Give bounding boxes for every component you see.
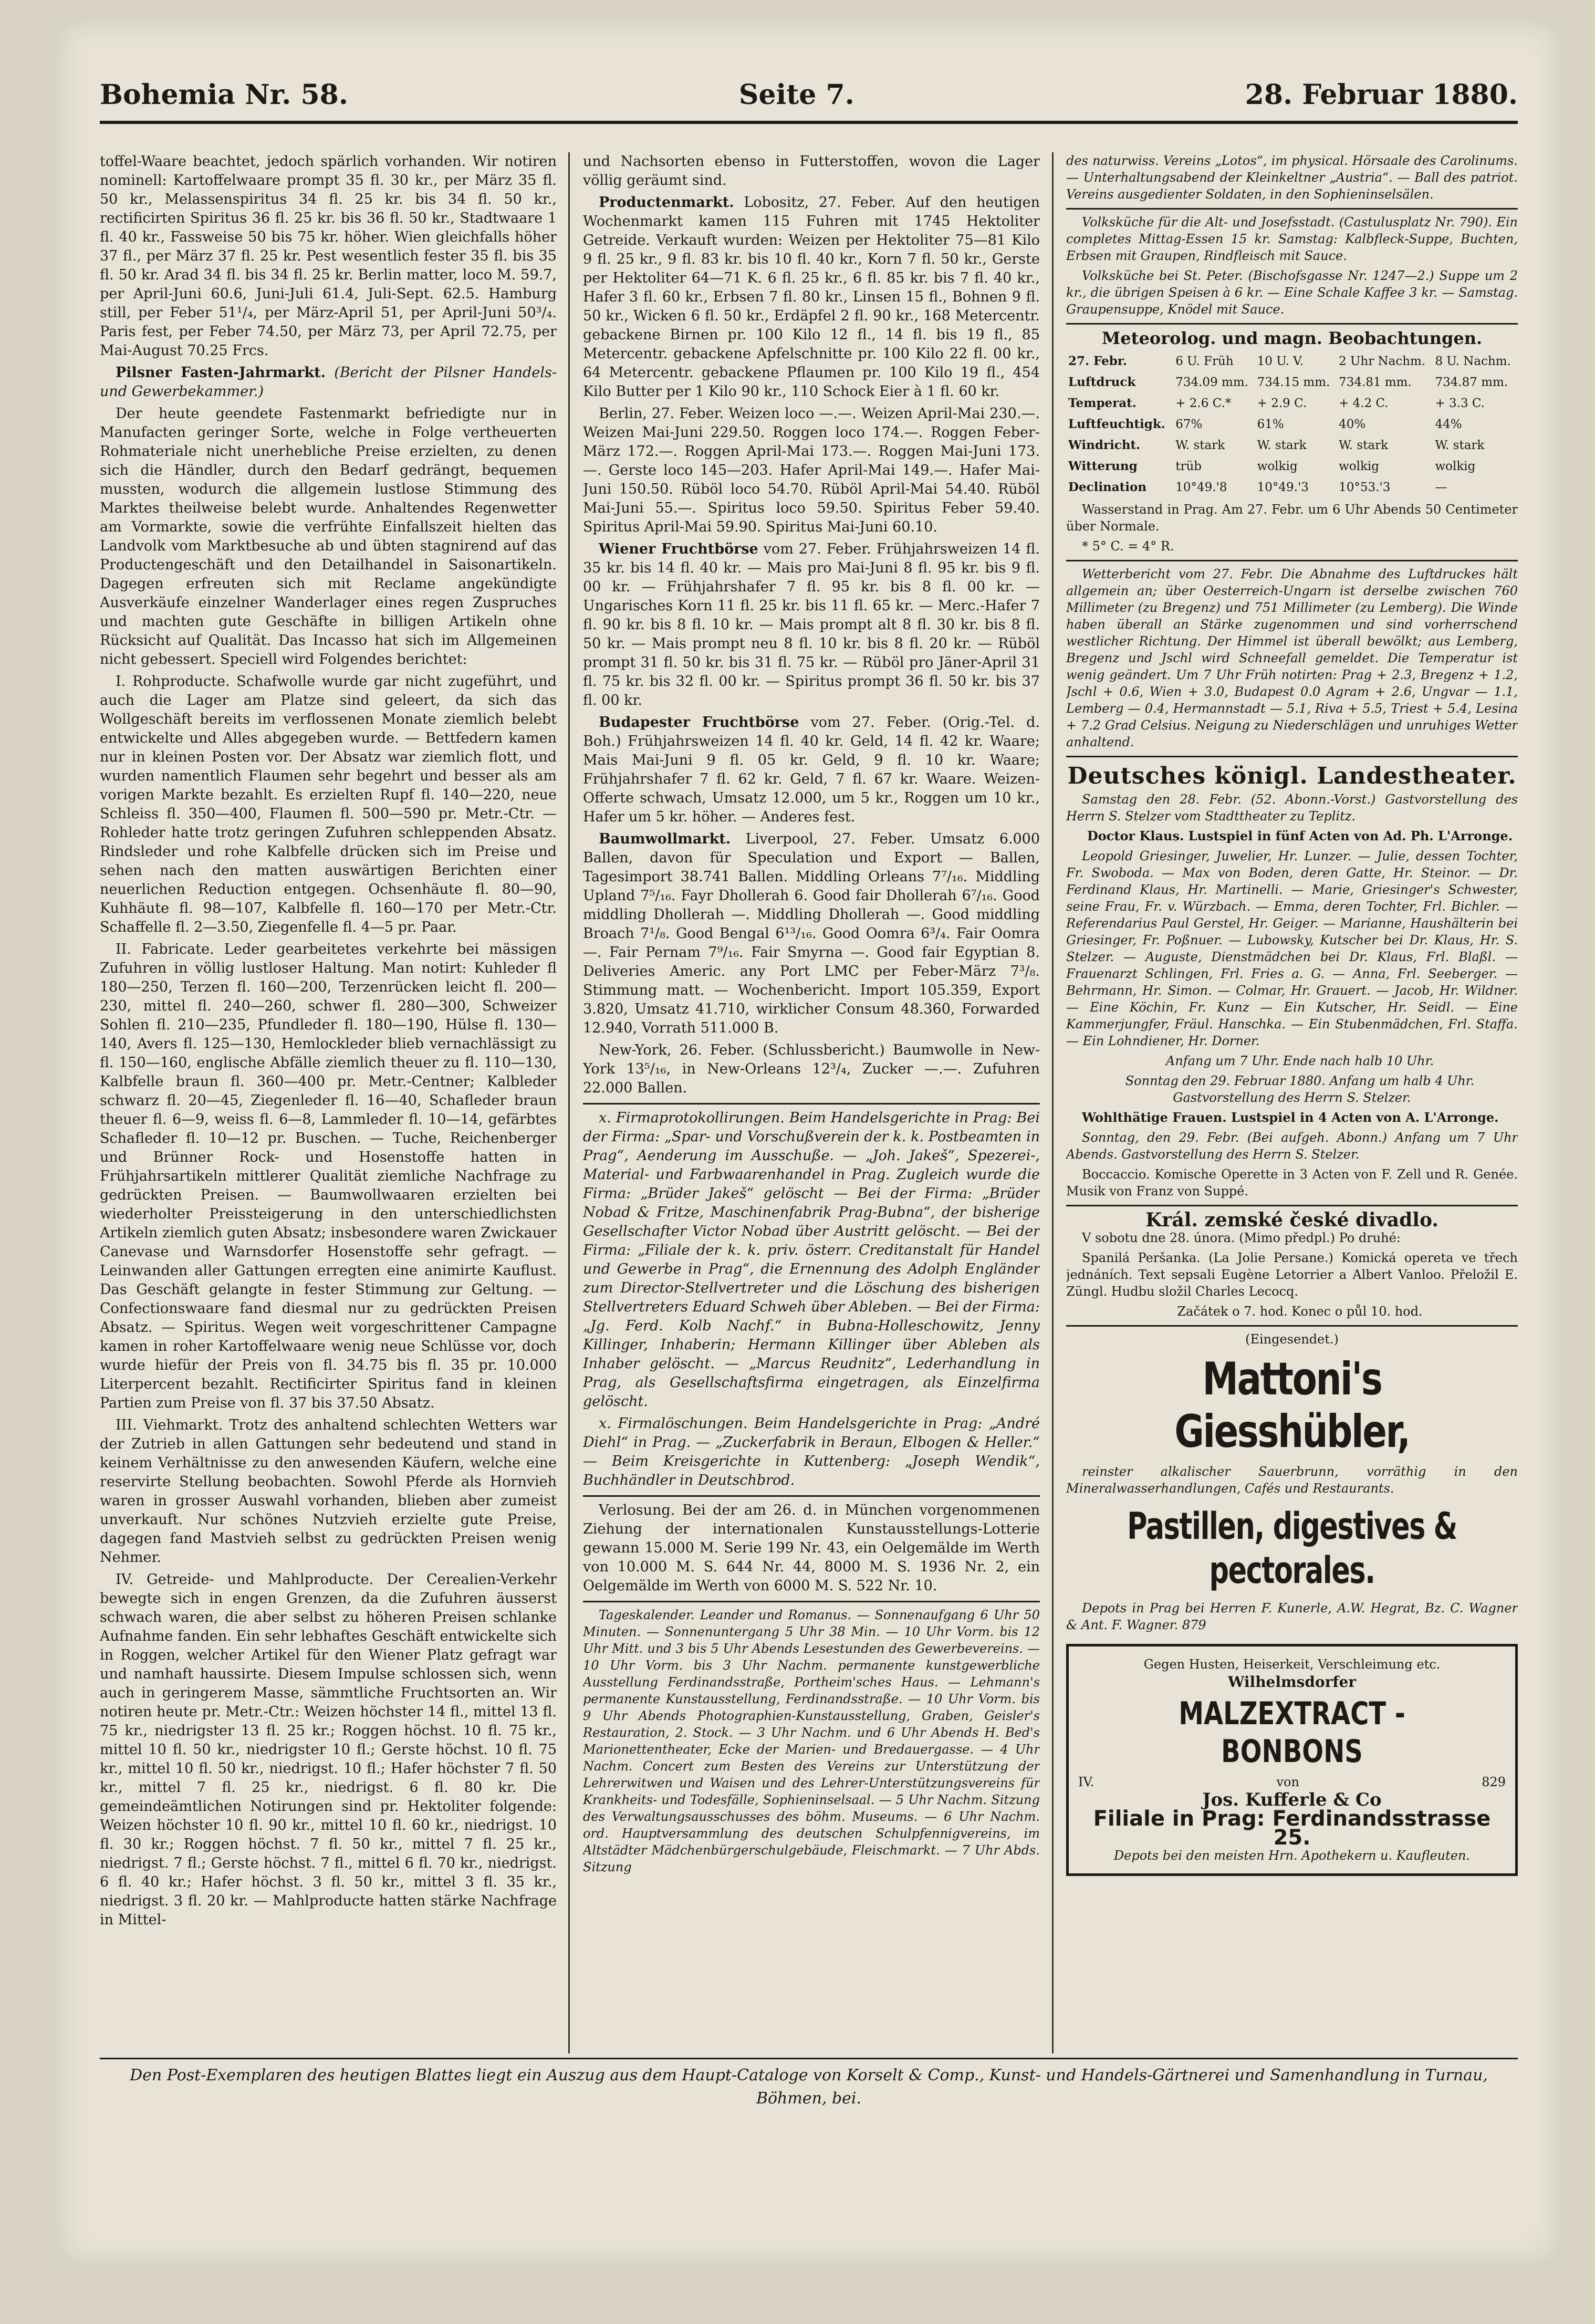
theatre-sat-cast: Leopold Griesinger, Juwelier, Hr. Lunzer. — Julie, dessen Tochter, Fr. Swoboda. — Max von Boden, deren Gatte, Hr. Steinor. — Dr. Ferdinand Klaus, Hr. Martinelli. — Marie, Griesinger's Schwester, seine Frau, Fr. v. Würzbach. — Emma, deren Tochter, Frl. Bichler. — Referendarius Paul Gerstel, Hr. Geiger. — Marianne, Haushälterin bei Griesinger, Fr. Poßnuer. — Lubowsky, Kutscher bei Dr. Klaus, Hr. S. Stelzer. — Auguste, Dienstmädchen bei Dr. Klaus, Frl. Blaßl. — Frauenarzt Schlingen, Frl. Fries a. G. — Anna, Frl. Seeberger. — Behrmann, Hr. Simon. — Colmar, Hr. Grauert. — Jacob, Hr. Wildner. — Eine Köchin, Fr. Kunz — Ein Kutscher, Hr. Seidl. — Eine Kammerjungfer, Fräul. Hanschka. — Ein Stubenmädchen, Frl. Staffa. — Ein Lohndiener, Hr. Dorner. bbox=[1066, 849, 1518, 1048]
pilsen-market-intro: Der heute geendete Fastenmarkt befriedigte nur in Manufacten geringer Sorte, welche in Folge vertheuerten Rohmateriale nicht unerhebliche Preise erzielten, zu denen sich die Händler, durch den Bedarf gedrängt, bequemen mussten, wodurch die allgemein lustlose Stimmung des Marktes theilweise belebt wurde. Anhaltendes Regenwetter am Vormarkte, sowie die verfrühte Einfallszeit hielten das Landvolk vom Marktbesuche ab und übten stagnirend auf das Productengeschäft und den Detailhandel in Saisonartikeln. Dagegen erfreuten sich mit Reclame angekündigte Ausverkäufe einzelner Wanderlager eines regen Zuspruches und machten gute Geschäfte in billigen Artikeln ohne Rücksicht auf Qualität. Das Incasso hat sich im Allgemeinen nicht gebessert. Speciell wird Folgendes berichtet: bbox=[100, 405, 557, 668]
meteorology-row-label: Luftfeuchtigk. bbox=[1068, 417, 1165, 431]
soup-kitchens-block bbox=[1066, 208, 1518, 318]
vienna-exchange-report: Wiener Fruchtbörse vom 27. Feber. Frühjahrsweizen 14 fl. 35 kr. bis 14 fl. 40 kr. — Mais pro Mai-Juni 8 fl. 95 kr. bis 9 fl. 00 kr. — Frühjahrshafer 7 fl. 95 kr. bis 8 fl. 00 kr. — Ungarisches Korn 11 fl. 25 kr. bis 11 fl. 65 kr. — Merc.-Hafer 7 fl. 90 kr. bis 8 fl. 10 kr. — Mais prompt alt 8 fl. 30 kr. bis 8 fl. 50 kr. — Mais prompt neu 8 fl. 10 kr. bis 8 fl. 20 kr. — Rüböl prompt 31 fl. 50 kr. bis 31 fl. 75 kr. — Rüböl pro Jäner-April 31 fl. 75 kr. bis 32 fl. 00 kr. — Spiritus prompt 36 fl. 50 kr. bis 37 fl. 00 kr. bbox=[583, 541, 1040, 708]
ad-cough-line: Gegen Husten, Heiserkeit, Verschleimung etc. bbox=[1143, 1657, 1441, 1672]
weather-report: Wetterbericht vom 27. Febr. Die Abnahme des Luftdruckes hält allgemein an; über Oesterreich-Ungarn ist derselbe zwischen 760 Millimeter (zu Bregenz) und 751 Millimeter (zu Lemberg). Die Winde haben überall an Stärke zugenommen und sind vorherrschend westlicher Richtung. Der Himmel ist überall bewölkt; aus Lemberg, Bregenz und Jschl wird Schneefall gemeldet. Die Temperatur ist wenig geändert. Um 7 Uhr Früh notirten: Prag + 2.3, Bregenz + 1.2, Jschl + 0.6, Wien + 3.0, Budapest 0.0 Agram + 2.6, Ungvar — 1.1, Lemberg — 0.4, Hermannstadt — 5.1, Riva + 5.5, Triest + 5.4, Lesina + 7.2 Grad Celsius. Neigung zu Niederschlägen und unruhiges Wetter anhaltend. bbox=[1066, 567, 1518, 749]
meteorology-cell: wolkig bbox=[1339, 460, 1379, 473]
newyork-report: New-York, 26. Feber. (Schlussbericht.) Baumwolle in New-York 13⁵/₁₆, in New-Orleans 12³/₄, Zucker —.—. Zufuhren 22.000 Ballen. bbox=[583, 1042, 1040, 1096]
lobositz-report: Productenmarkt. Lobositz, 27. Feber. Auf den heutigen Wochenmarkt kamen 115 Fuhren mit 1745 Hektoliter Getreide. Verkauft wurden: Weizen per Hektoliter 75—81 Kilo 9 fl. 25 kr., 9 fl. 83 kr. bis 10 fl. 40 kr., Korn 7 fl. 50 kr., Gerste per Hektoliter 64—71 K. 6 fl. 25 kr., 6 fl. 85 kr. bis 7 fl. 40 kr., Hafer 3 fl. 60 kr., Erbsen 7 fl. 80 kr., Linsen 15 fl., Bohnen 9 fl. 50 kr., Wicken 6 fl. 50 kr., Erdäpfel 2 fl. 90 kr., 168 Metercentr. gebackene Birnen pr. 100 Kilo 12 fl., 14 fl. bis 19 fl., 85 Metercentr. gebackene Apfelschnitte pr. 100 Kilo 22 fl. 00 kr., 64 Metercentr. gebackene Pflaumen pr. 100 Kilo 19 fl., 454 Kilo Butter per 1 Kilo 90 kr., 110 Schock Eier à 1 fl. 60 kr. bbox=[583, 194, 1040, 400]
firm-registrations-block bbox=[583, 1103, 1040, 1490]
theatre-sun-matinee: Sonntag den 29. Februar 1880. Anfang um halb 4 Uhr. Gastvorstellung des Herrn S. Stelzer. bbox=[1125, 1074, 1475, 1105]
theatre-title: Deutsches königl. Landestheater. bbox=[1067, 763, 1517, 789]
meteorology-cell: 10°53.'3 bbox=[1339, 481, 1391, 494]
firm-deletions: x. Firmalöschungen. Beim Handelsgerichte in Prag: „André Diehl“ in Prag. — „Zuckerfabrik in Beraun, Elbogen & Heller.“ — Beim Kreisgerichte in Kuttenberg: „Joseph Wendik“, Buchhändler in Deutschbrod. bbox=[583, 1415, 1040, 1488]
spiritus-report: toffel-Waare beachtet, jedoch spärlich vorhanden. Wir notiren nominell: Kartoffelwaare prompt 35 fl. 30 kr., per März 35 fl. 50 kr., Melassenspiritus 34 fl. 25 kr. bis 34 fl. 50 kr., rectificirten Spiritus 36 fl. 25 kr. bis 36 fl. 50 kr., Stadtwaare 1 fl. 40 kr., Fassweise 50 bis 75 kr. höher. Wien gleichfalls höher 37 fl., per März 37 fl. 25 kr. Pest wesentlich fester 35 fl. bis 35 fl. 50 kr. Arad 34 fl. bis 34 fl. 25 kr. Berlin matter, loco M. 59.7, per April-Juni 60.6, Juni-Juli 61.4, Juli-Sept. 62.5. Hamburg still, per Feber 51¹/₄, per März-April 51, per April-Juni 50³/₄. Paris fest, per Feber 74.50, per März 73, per April 72.75, per Mai-August 70.25 Frcs. bbox=[100, 153, 557, 359]
czech-theatre-title: Král. zemské české divadlo. bbox=[1145, 1209, 1438, 1231]
meteorology-cell: 8 U. Nachm. bbox=[1435, 355, 1511, 368]
supplement-notice: Den Post-Exemplaren des heutigen Blattes liegt ein Auszug aus dem Haupt-Cataloge von Korselt & Comp., Kunst- und Handels-Gärtnerei und Samenhandlung in Turnau, Böhmen, bei. bbox=[130, 2066, 1488, 2108]
grain-section: IV. Getreide- und Mahlproducte. Der Cerealien-Verkehr bewegte sich in engen Grenzen, da die Zufuhren äusserst schwach waren, die aber selbst zu höheren Preisen schlanke Aufnahme fanden. Ein sehr lebhaftes Geschäft entwickelte sich in Roggen, welcher Artikel für den Wiener Platz gefragt war und namhaft haussirte. Diesem Impulse schlossen sich, wenn auch in geringerem Masse, sämmtliche Fruchtsorten an. Wir notiren heute pr. Metr.-Ctr.: Weizen höchster 14 fl., mittel 13 fl. 75 kr., niedrigster 13 fl. 25 kr.; Roggen höchst. 10 fl. 75 kr., mittel 10 fl. 50 kr., niedrigster 10 fl.; Gerste höchst. 10 fl. 75 kr., mittel 10 fl. 50 kr., niedrigst. 10 fl.; Hafer höchster 7 fl. 50 kr., mittel 7 fl. 25 kr., niedrigst. 6 fl. 80 kr. Die gemeindeämtlichen Notirungen sind pr. Hektoliter folgende: Weizen höchster 10 fl. 90 kr., mittel 10 fl. 60 kr., niedrigst. 10 fl. 30 kr.; Roggen höchst. 7 fl. 50 kr., mittel 7 fl. 25 kr., niedrigst. 7 fl.; Gerste höchst. 7 fl., mittel 6 fl. 70 kr., niedrigst. 6 fl. 40 kr.; Hafer höchst. 3 fl. 50 kr., mittel 3 fl. 35 kr., niedrigst. 3 fl. 20 kr. — Mahlproducte hatten stärke Nachfrage in Mittel- bbox=[100, 1571, 557, 1928]
meteorology-row bbox=[1066, 414, 1518, 435]
meteorology-cell: W. stark bbox=[1257, 439, 1307, 452]
firm-registrations: x. Firmaprotokollirungen. Beim Handelsgerichte in Prag: Bei der Firma: „Spar- und Vorschußverein der k. k. Postbeamten in Prag“, Aenderung im Ausschuße. — „Joh. Jakeš“, Spezerei-, Material- und Farbwaarenhandel in Prag. Zugleich wurde die Firma: „Brüder Jakeš“ gelöscht — Bei der Firma: „Brüder Nobad & Fritze, Maschinenfabrik Prag-Bubna“, der bisherige Gesellschafter Victor Nobad über Austritt gelöscht. — Bei der Firma: „Filiale der k. k. priv. österr. Creditanstalt für Handel und Gewerbe in Prag“, die Ernennung des Adolph Engländer zum Director-Stellvertreter und die Löschung des bisherigen Stellvertreters Eduard Schweh über Ableben. — Bei der Firma: „Jg. Ferd. Kolb Nachf.“ in Bubna-Holleschowitz, Jenny Killinger, Inhaberin; Hermann Killinger über Ableben als Inhaber gelöscht. — „Marcus Reudnitz“, Lederhandlung in Prag, als Gesellschaftsfirma eingetragen, als Einzelfirma gelöscht. bbox=[583, 1110, 1040, 1410]
lottery-block bbox=[583, 1495, 1040, 1596]
meteorology-row bbox=[1066, 393, 1518, 414]
fodder-note: und Nachsorten ebenso in Futterstoffen, wovon die Lager völlig geräumt sind. bbox=[583, 153, 1040, 189]
meteorology-row-label: Declination bbox=[1068, 480, 1147, 494]
header-rule bbox=[100, 121, 1518, 124]
theatre-sat-times: Anfang um 7 Uhr. Ende nach halb 10 Uhr. bbox=[1165, 1054, 1434, 1068]
page-header bbox=[100, 74, 1518, 116]
raw-products-section: I. Rohproducte. Schafwolle wurde gar nicht zugeführt, und auch die Lager am Platze sind geleert, da sich das Wollgeschäft bereits im verflossenen Monate ziemlich belebt entwickelte und Alles abgegeben wurde. — Bettfedern kamen nur in kleinen Posten vor. Der Absatz war ziemlich flott, und wurden namentlich Flaumen sehr begehrt und besser als am vorigen Markte bezahlt. Es erzielten Rupf fl. 140—220, neue Schleiss fl. 350—400, Flaumen fl. 500—590 pr. Metr.-Ctr. — Rohleder hatte trotz geringen Zufuhren schleppenden Absatz. Rindsleder und rohe Kalbfelle drücken sich im Preise und sehen nach den matten auswärtigen Berichten einer neuerlichen Reduction entgegen. Ochsenhäute fl. 80—90, Kuhhäute fl. 98—107, Kalbfelle fl. 160—170 per Metr.-Ctr. Schaffelle fl. 2—3.50, Ziegenfelle fl. 4—5 pr. Paar. bbox=[100, 673, 557, 935]
meteorology-cell: + 4.2 C. bbox=[1339, 397, 1389, 410]
czech-theatre-times: Začátek o 7. hod. Konec o půl 10. hod. bbox=[1177, 1304, 1423, 1319]
mattoni-ad bbox=[1066, 1325, 1518, 1633]
meteorology-block bbox=[1066, 323, 1518, 555]
meteorology-row-label: Witterung bbox=[1068, 459, 1138, 473]
ad-von-line: IV. von 829 bbox=[1078, 1775, 1506, 1789]
czech-theatre-date: V sobotu dne 28. února. (Mimo předpl.) Po druhé: bbox=[1082, 1231, 1401, 1245]
czech-theatre-play: Spanilá Peršanka. (La Jolie Persane.) Komická opereta ve třech jednáních. Text sepsali Eugène Letorrier a Albert Vanloo. Přeložil E. Züngl. Hudbu složil Charles Lecocq. bbox=[1066, 1250, 1518, 1299]
meteorology-cell: 10°49.'3 bbox=[1257, 481, 1309, 494]
theatre-sun-operetta: Boccaccio. Komische Operette in 3 Acten von F. Zell und R. Genée. Musik von Franz von Suppé. bbox=[1066, 1167, 1518, 1199]
ad-submitted-label: (Eingesendet.) bbox=[1245, 1332, 1339, 1347]
ad-branch-address: Filiale in Prag: Ferdinandsstrasse 25. bbox=[1093, 1807, 1491, 1850]
issue-date: 28. Februar 1880. bbox=[1245, 78, 1518, 111]
czech-theatre-block bbox=[1066, 1205, 1518, 1320]
meteorology-cell: W. stark bbox=[1175, 439, 1225, 452]
lottery-draw: Verlosung. Bei der am 26. d. in München vorgenommenen Ziehung der internationalen Kunstausstellungs-Lotterie gewann 15.000 M. Serie 199 Nr. 43, ein Oelgemälde im Werth von 10.000 M. S. 644 Nr. 44, 8000 M. S. 1936 Nr. 2, ein Oelgemälde im Werth von 6000 M. S. 522 Nr. 10. bbox=[583, 1502, 1040, 1594]
newspaper-page bbox=[58, 21, 1560, 2264]
meteorology-row-label: 27. Febr. bbox=[1068, 354, 1127, 368]
meteorology-cell: 734.15 mm. bbox=[1257, 376, 1330, 389]
meteorology-cell: 2 Uhr Nachm. bbox=[1339, 355, 1426, 368]
meteorology-cell: 67% bbox=[1175, 418, 1203, 431]
temperature-conversion: * 5° C. = 4° R. bbox=[1082, 539, 1174, 554]
theatre-block bbox=[1066, 756, 1518, 1200]
meteorology-cell: + 2.9 C. bbox=[1257, 397, 1307, 410]
column-divider-1 bbox=[568, 152, 570, 2054]
meteorology-cell: 6 U. Früh bbox=[1175, 355, 1234, 368]
cotton-market-report: Baumwollmarkt. Liverpool, 27. Feber. Umsatz 6.000 Ballen, davon für Speculation und Export — Ballen, Tagesimport 38.741 Ballen. Middling Orleans 7⁷/₁₆. Middling Upland 7⁵/₁₆. Fayr Dhollerah 6. Good fair Dhollerah 6⁷/₁₆. Good middling Dhollerah —. Middling Dhollerah —. Good middling Broach 7¹/₈. Good Bengal 6¹³/₁₆. Good Oomra 6³/₄. Fair Oomra —. Fair Pernam 7⁹/₁₆. Fair Smyrna —. Good fair Egyptian 8. Deliveries Americ. any Port LMC per Feber-März 7³/₈. Stimmung matt. — Wochenbericht. Import 105.359, Export 3.820, Umsatz 41.710, wirklicher Consum 48.360, Forwarded 12.940, Vorrath 511.000 B. bbox=[583, 831, 1040, 1036]
meteorology-cell: 734.81 mm. bbox=[1339, 376, 1412, 389]
column-middle bbox=[583, 152, 1040, 2054]
ad-description: reinster alkalischer Sauerbrunn, vorräthig in den Mineralwasserhandlungen, Cafés und Restaurants. bbox=[1066, 1464, 1518, 1496]
soup-kitchen-old-town: Volksküche für die Alt- und Josefsstadt. (Castulusplatz Nr. 790). Ein completes Mittag-Essen 15 kr. Samstag: Kalbfleck-Suppe, Buchten, Erbsen mit Graupen, Rindfleisch mit Sauce. bbox=[1066, 215, 1518, 263]
soup-kitchen-st-peter: Volksküche bei St. Peter. (Bischofsgasse Nr. 1247—2.) Suppe um 2 kr., die übrigen Speisen à 6 kr. — Eine Schale Kaffee 3 kr. — Samstag. Graupensuppe, Knödel mit Sauce. bbox=[1066, 268, 1518, 317]
ad-company: Jos. Kufferle & Co bbox=[1202, 1789, 1382, 1810]
ad-depots: Depots in Prag bei Herren F. Kunerle, A.W. Hegrat, Bz. C. Wagner & Ant. F. Wagner. 879 bbox=[1066, 1601, 1518, 1632]
meteorology-cell: 734.87 mm. bbox=[1435, 376, 1508, 389]
footer-rule bbox=[100, 2058, 1518, 2059]
meteorology-row bbox=[1066, 372, 1518, 393]
berlin-report: Berlin, 27. Feber. Weizen loco —.—. Weizen April-Mai 230.—. Weizen Mai-Juni 229.50. Roggen loco 174.—. Roggen Feber-März 172.—. Roggen April-Mai 173.—. Roggen Mai-Juni 173.—. Gerste loco 145—203. Hafer April-Mai 149.—. Hafer Mai-Juni 150.50. Rüböl loco 54.70. Rüböl April-Mai 54.40. Rüböl Mai-Juni 55.—. Spiritus loco 59.50. Spiritus Feber 59.40. Spiritus April-Mai 59.90. Spiritus Mai-Juni 60.10. bbox=[583, 405, 1040, 535]
page-number: Seite 7. bbox=[738, 78, 854, 111]
calendar-continued: des naturwiss. Vereins „Lotos“, im physical. Hörsaale des Carolinums. — Unterhaltungsabend der Kleinkeltner „Austria“. — Ball des patriot. Vereins ausgedienter Soldaten, in den Sophieninselsälen. bbox=[1066, 153, 1518, 202]
theatre-sat-info: Samstag den 28. Febr. (52. Abonn.-Vorst.) Gastvorstellung des Herrn S. Stelzer vom Stadttheater zu Teplitz. bbox=[1066, 792, 1518, 824]
meteorology-title: Meteorolog. und magn. Beobachtungen. bbox=[1101, 328, 1483, 348]
ad-wilhelmsdorfer: Wilhelmsdorfer bbox=[1227, 1673, 1357, 1691]
theatre-sun-evening: Sonntag, den 29. Febr. (Bei aufgeh. Abonn.) Anfang um 7 Uhr Abends. Gastvorstellung des Herrn S. Stelzer. bbox=[1066, 1130, 1518, 1162]
masthead-issue: Bohemia Nr. 58. bbox=[100, 78, 348, 111]
column-right bbox=[1066, 152, 1518, 2054]
ad-brand-name: Mattoni's Giesshübler, bbox=[1174, 1353, 1410, 1458]
weather-report-block bbox=[1066, 560, 1518, 751]
malzextract-ad bbox=[1066, 1644, 1518, 1876]
theatre-sat-play: Doctor Klaus. Lustspiel in fünf Acten von Ad. Ph. L'Arronge. bbox=[1087, 828, 1513, 843]
meteorology-row bbox=[1066, 351, 1518, 372]
meteorology-row-label: Windricht. bbox=[1068, 438, 1141, 452]
meteorology-cell: 40% bbox=[1339, 418, 1366, 431]
budapest-exchange-report: Budapester Fruchtbörse vom 27. Feber. (Orig.-Tel. d. Boh.) Frühjahrsweizen 14 fl. 40 kr. Geld, 14 fl. 42 kr. Waare; Mais Mai-Juni 9 fl. 05 kr. Geld, 9 fl. 10 kr. Waare; Frühjahrshafer 7 fl. 62 kr. Geld, 7 fl. 67 kr. Waare. Weizen-Offerte schwach, Umsatz 12.000, um 5 kr., Roggen um 10 kr., Hafer um 5 kr. höher. — Anderes fest. bbox=[583, 714, 1040, 825]
meteorology-cell: trüb bbox=[1175, 460, 1202, 473]
ad-depots-note: Depots bei den meisten Hrn. Apothekern u. Kaufleuten. bbox=[1113, 1848, 1471, 1863]
meteorology-row bbox=[1066, 477, 1518, 498]
daily-calendar-block bbox=[583, 1601, 1040, 1875]
meteorology-row-label: Luftdruck bbox=[1068, 375, 1136, 389]
meteorology-cell: 61% bbox=[1257, 418, 1284, 431]
cattle-market-section: III. Viehmarkt. Trotz des anhaltend schlechten Wetters war der Zutrieb in allen Gattungen sehr bedeutend und stand in keinem Verhältnisse zu den anwesenden Käufern, welche eine reservirte Stellung beobachten. Sowohl Pferde als Hornvieh waren in grosser Auswahl vorhanden, blieben aber zumeist unverkauft. Nur schönes Nutzvieh erzielte gute Preise, dagegen fand Mastvieh selbst zu gedrückten Preisen wenig Nehmer. bbox=[100, 1417, 557, 1566]
meteorology-row bbox=[1066, 456, 1518, 477]
meteorology-cell: W. stark bbox=[1339, 439, 1388, 452]
meteorology-cell: wolkig bbox=[1435, 460, 1476, 473]
column-left bbox=[100, 152, 557, 2054]
meteorology-row bbox=[1066, 435, 1518, 456]
meteorology-cell: 10°49.'8 bbox=[1175, 481, 1227, 494]
theatre-sun-play: Wohlthätige Frauen. Lustspiel in 4 Acten von A. L'Arronge. bbox=[1082, 1110, 1499, 1125]
meteorology-table bbox=[1066, 351, 1518, 498]
meteorology-cell: 10 U. V. bbox=[1257, 355, 1304, 368]
column-divider-2 bbox=[1052, 152, 1054, 2054]
meteorology-cell: — bbox=[1435, 481, 1447, 494]
ad-malzextract-title: MALZEXTRACT - BONBONS bbox=[1179, 1695, 1405, 1770]
fabricates-section: II. Fabricate. Leder gearbeitetes verkehrte bei mässigen Zufuhren in völlig lustloser Haltung. Man notirt: Kuhleder fl 180—250, Terzen fl. 160—200, Terzenrücken leicht fl. 200—230, mittel fl. 240—260, schwer fl. 280—300, Schweizer Sohlen fl. 210—235, Pfundleder fl. 180—190, Hülse fl. 130—140, Avers fl. 125—130, Hemlockleder blieb vernachlässigt zu fl. 150—160, englische Abfälle ziemlich theuer zu fl. 110—130, Kalbfelle braun fl. 360—400 pr. Metr.-Centner; Kalbleder schwarz fl. 20—45, Ziegenleder fl. 16—40, Schafleder braun theuer fl. 6—9, weiss fl. 6—8, Lammleder fl. 10—14, gefärbtes Schafleder fl. 10—12 pr. Buschen. — Tuche, Reichenberger und Brünner Rock- und Hosenstoffe hatten in Frühjahrsartikeln mittlerer Qualität ziemliche Nachfrage zu gedrückten Preisen. — Baumwollwaaren erzielten bei wiederholter Preissteigerung in den unterschiedlichsten Artikeln ziemlich guten Absatz; insbesondere waren Zwickauer Canevase und Warnsdorfer Hosenstoffe sehr gefragt. — Leinwanden aller Gattungen erregten eine animirte Kauflust. Das Geschäft gelangte in fester Stimmung zur Geltung. — Confectionswaare fand diesmal nur zu gedrückten Preisen Absatz. — Spiritus. Wegen weit vorgeschrittener Campagne kamen in roher Kartoffelwaare wenig neue Schlüsse vor, doch wurde hiefür der Preis von fl. 34.75 bis fl. 35 pr. 10.000 Literpercent bezahlt. Rectificirter Spiritus fand in kleinen Partien zum Preise von fl. 37 bis 37.50 Absatz. bbox=[100, 941, 557, 1411]
meteorology-cell: wolkig bbox=[1257, 460, 1298, 473]
daily-calendar: Tageskalender. Leander und Romanus. — Sonnenaufgang 6 Uhr 50 Minuten. — Sonnenuntergang 5 Uhr 38 Min. — 10 Uhr Vorm. bis 12 Uhr Mitt. und 3 bis 5 Uhr Abends Lesestunden des Gewerbevereins. — 10 Uhr Vorm. bis 3 Uhr Nachm. permanente kunstgewerbliche Ausstellung Ferdinandsstraße, Portheim'sches Haus. — Lehmann's permanente Kunstausstellung, Ferdinandsstraße. — 10 Uhr Vorm. bis 9 Uhr Abends Photographien-Kunstausstellung, Graben, Geisler's Restauration, 2. Stock. — 3 Uhr Nachm. und 6 Uhr Abends H. Bed's Marionettentheater, Ecke der Marien- und Bredauergasse. — 4 Uhr Nachm. Concert zum Besten des Vereins zur Unterstützung der Lehrerwitwen und Waisen und des Lehrer-Unterstützungsvereins für Krankheits- und Todesfälle, Sophieninselsaal. — 5 Uhr Nachm. Sitzung des Verwaltungsausschusses des böhm. Museums. — 6 Uhr Nachm. ord. Hauptversammlung des deutschen Schulpfennigvereins, im Altstädter Mädchenbürgerschulgebäude, Fleischmarkt. — 7 Uhr Abds. Sitzung bbox=[583, 1608, 1040, 1874]
water-level: Wasserstand in Prag. Am 27. Febr. um 6 Uhr Abends 50 Centimeter über Normale. bbox=[1066, 502, 1518, 534]
meteorology-cell: + 3.3 C. bbox=[1435, 397, 1485, 410]
meteorology-cell: 734.09 mm. bbox=[1175, 376, 1248, 389]
ad-pastilles: Pastillen, digestives & pectorales. bbox=[1127, 1505, 1457, 1592]
meteorology-cell: 44% bbox=[1435, 418, 1462, 431]
meteorology-cell: W. stark bbox=[1435, 439, 1485, 452]
meteorology-cell: + 2.6 C.* bbox=[1175, 397, 1232, 410]
meteorology-row-label: Temperat. bbox=[1068, 396, 1137, 410]
pilsen-market-heading: Pilsner Fasten-Jahrmarkt. (Bericht der Pilsner Handels- und Gewerbekammer.) bbox=[100, 364, 557, 400]
